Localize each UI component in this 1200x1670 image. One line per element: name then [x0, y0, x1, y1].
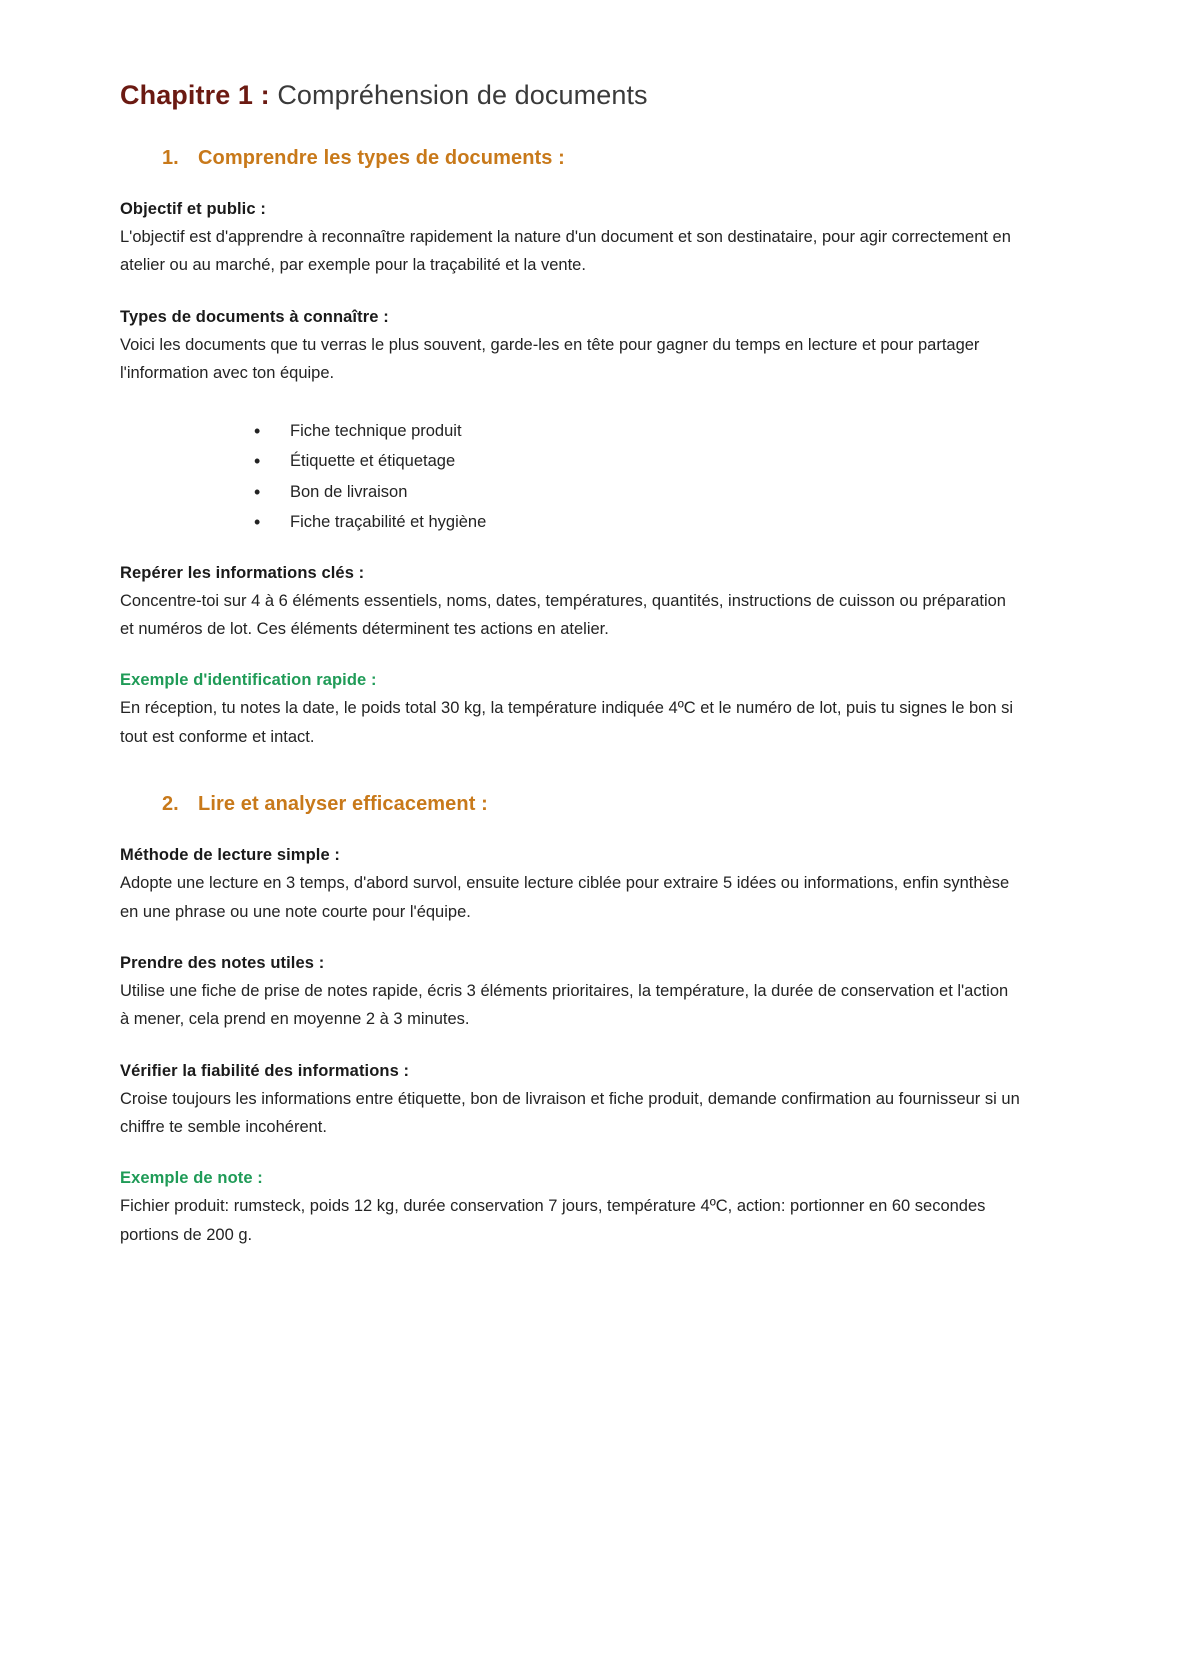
block-text: Concentre-toi sur 4 à 6 éléments essentiels, noms, dates, températures, quantités, instructions de cuisson ou préparation et numéros de lot. Ces éléments déterminent tes actions en atelier.: [120, 591, 1006, 639]
block-heading: Méthode de lecture simple :: [120, 846, 340, 865]
content-block: [120, 954, 1080, 1034]
block-heading: Prendre des notes utiles :: [120, 953, 325, 972]
example-block: [120, 671, 1080, 751]
content-block: [120, 308, 1080, 388]
page-title: [120, 78, 1080, 113]
bullet-icon: •: [254, 481, 261, 502]
chapter-title: Compréhension de documents: [269, 80, 648, 110]
list-item: [254, 507, 1080, 538]
list-item: [254, 477, 1080, 508]
example-block: [120, 1169, 1080, 1249]
section-heading-1: [120, 147, 1080, 170]
example-text: Fichier produit: rumsteck, poids 12 kg, durée conservation 7 jours, température 4ºC, action: portionner en 60 secondes portions de 200 g.: [120, 1197, 986, 1244]
list-item: [254, 446, 1080, 477]
content-block: [120, 1062, 1080, 1142]
section-title-1: Comprendre les types de documents :: [198, 147, 565, 170]
block-text: Voici les documents que tu verras le plus souvent, garde-les en tête pour gagner du temps en lecture et pour partager l'information avec ton équipe.: [120, 335, 980, 383]
list-item-label: Fiche technique produit: [290, 421, 462, 440]
bullet-icon: •: [254, 512, 261, 533]
content-block: [120, 200, 1080, 280]
block-text: Utilise une fiche de prise de notes rapide, écris 3 éléments prioritaires, la température, la durée de conservation et l'action à mener, cela prend en moyenne 2 à 3 minutes.: [120, 981, 1009, 1029]
list-item-label: Étiquette et étiquetage: [290, 452, 456, 471]
document-types-list: [120, 416, 1080, 538]
section-heading-2: [120, 793, 1080, 816]
block-heading: Vérifier la fiabilité des informations :: [120, 1061, 410, 1080]
example-heading: Exemple d'identification rapide :: [120, 671, 377, 690]
chapter-label: Chapitre 1 :: [120, 80, 270, 110]
section-number-1: 1.: [162, 147, 179, 170]
list-item: [254, 416, 1080, 447]
section-number-2: 2.: [162, 793, 179, 816]
content-block: [120, 846, 1080, 926]
bullet-icon: •: [254, 451, 261, 472]
block-text: Croise toujours les informations entre étiquette, bon de livraison et fiche produit, demande confirmation au fournisseur si un chiffre te semble incohérent.: [120, 1089, 1020, 1137]
block-text: Adopte une lecture en 3 temps, d'abord survol, ensuite lecture ciblée pour extraire 5 idées ou informations, enfin synthèse en une phrase ou une note courte pour l'équipe.: [120, 874, 1010, 921]
bullet-icon: •: [254, 420, 261, 441]
example-text: En réception, tu notes la date, le poids total 30 kg, la température indiquée 4ºC et le numéro de lot, puis tu signes le bon si tout est conforme et intact.: [120, 699, 1013, 746]
section-title-2: Lire et analyser efficacement :: [198, 793, 488, 816]
example-heading: Exemple de note :: [120, 1169, 263, 1188]
block-heading: Types de documents à connaître :: [120, 307, 389, 326]
list-item-label: Bon de livraison: [290, 482, 408, 501]
list-item-label: Fiche traçabilité et hygiène: [290, 513, 487, 532]
block-heading: Repérer les informations clés :: [120, 563, 365, 582]
block-text: L'objectif est d'apprendre à reconnaître rapidement la nature d'un document et son destinataire, pour agir correctement en atelier ou au marché, par exemple pour la traçabilité et la vente.: [120, 228, 1011, 275]
block-heading: Objectif et public :: [120, 200, 266, 219]
content-block: [120, 564, 1080, 644]
